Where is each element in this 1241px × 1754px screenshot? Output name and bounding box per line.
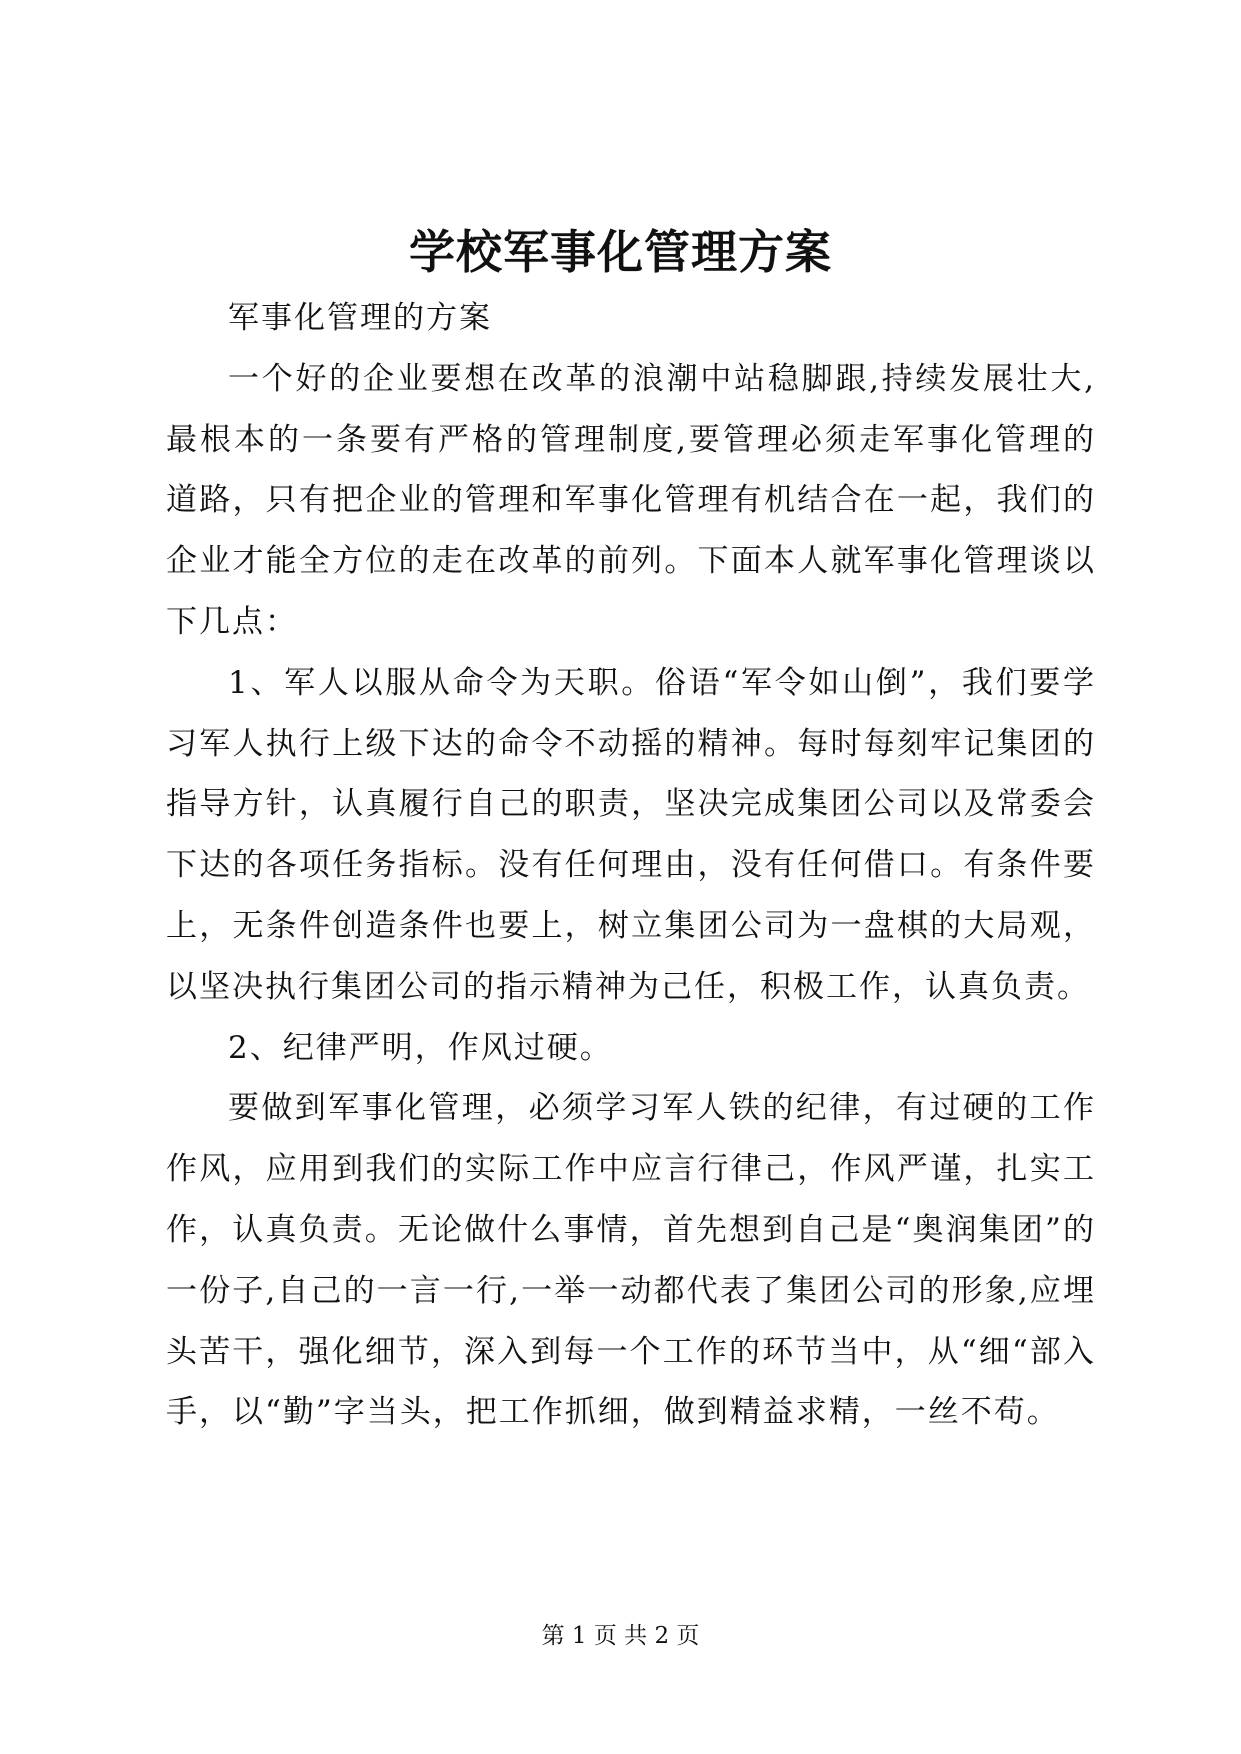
- paragraph-point-2-heading: 2、纪律严明，作风过硬。: [228, 1029, 613, 1066]
- page-footer: 第 1 页 共 2 页: [541, 1623, 700, 1649]
- paragraph-subtitle: 军事化管理的方案: [228, 300, 492, 336]
- paragraph-point-1: 1、军人以服从命令为天职。俗语“军令如山倒”，我们要学习军人执行上级下达的命令不动摇的精神。每时每刻牢记集团的指导方针，认真履行自己的职责，坚决完成集团公司以及常委会下达的各项任务指标。没有任何理由，没有任何借口。有条件要上，无条件创造条件也要上，树立集团公司为一盘棋的大局观，以坚决执行集团公司的指示精神为己任，积极工作，认真负责。: [166, 664, 1096, 1005]
- document-body: [166, 288, 1096, 1443]
- paragraph-intro: 一个好的企业要想在改革的浪潮中站稳脚跟,持续发展壮大,最根本的一条要有严格的管理制度,要管理必须走军事化管理的道路，只有把企业的管理和军事化管理有机结合在一起，我们的企业才能全方位的走在改革的前列。下面本人就军事化管理谈以下几点：: [166, 360, 1096, 640]
- document-title: 学校军事化管理方案: [409, 225, 832, 279]
- paragraph-point-2-body: 要做到军事化管理，必须学习军人铁的纪律，有过硬的工作作风，应用到我们的实际工作中应言行律己，作风严谨，扎实工作，认真负责。无论做什么事情，首先想到自己是“奥润集团”的一份子,自己的一言一行,一举一动都代表了集团公司的形象,应埋头苦干，强化细节，深入到每一个工作的环节当中，从“细“部入手，以“勤”字当头，把工作抓细，做到精益求精，一丝不苟。: [166, 1090, 1096, 1431]
